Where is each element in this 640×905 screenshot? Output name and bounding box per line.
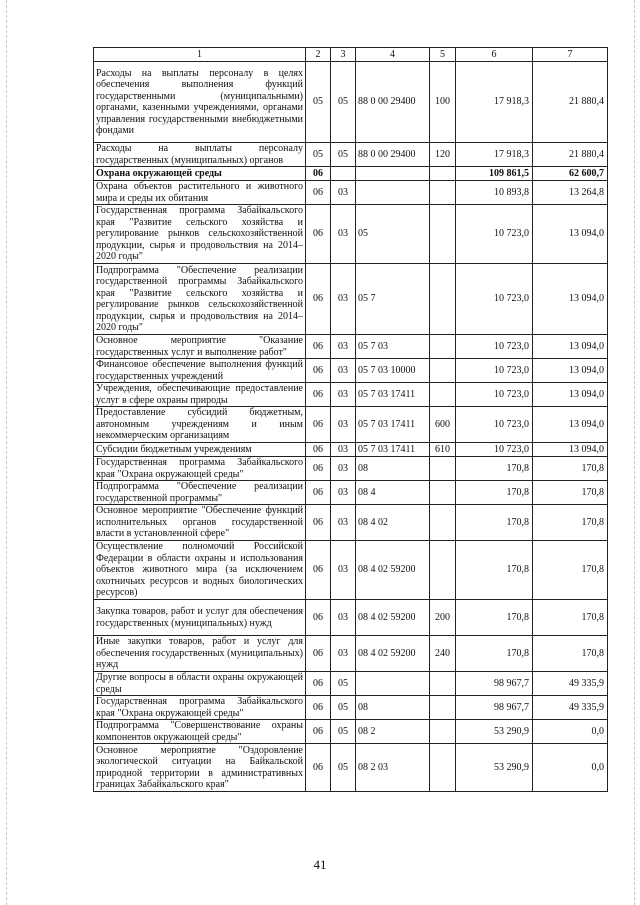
subsection-code-cell: 05: [331, 720, 356, 744]
subsection-code-cell: 03: [331, 636, 356, 672]
expense-type-cell: [430, 696, 456, 720]
amount-year2-cell: 62 600,7: [533, 167, 608, 181]
expense-type-cell: 600: [430, 407, 456, 443]
subsection-code-cell: 05: [331, 62, 356, 143]
table-row: [94, 443, 608, 457]
expense-type-cell: [430, 359, 456, 383]
amount-year1-cell: 170,8: [456, 457, 533, 481]
row-name-cell: Расходы на выплаты персоналу государственных (муниципальных) органов: [94, 143, 306, 167]
table-row: [94, 505, 608, 541]
target-article-cell: 88 0 00 29400: [356, 62, 430, 143]
expense-type-cell: [430, 167, 456, 181]
amount-year1-cell: 17 918,3: [456, 143, 533, 167]
subsection-code-cell: 05: [331, 744, 356, 792]
target-article-cell: 08: [356, 696, 430, 720]
table-row: [94, 481, 608, 505]
subsection-code-cell: 03: [331, 335, 356, 359]
scan-edge-left: [6, 0, 7, 905]
row-name-cell: Основное мероприятие "Оказание государственных услуг и выполнение работ": [94, 335, 306, 359]
table-row: [94, 62, 608, 143]
section-code-cell: 05: [306, 143, 331, 167]
expense-type-cell: [430, 181, 456, 205]
table-row: [94, 744, 608, 792]
amount-year2-cell: 49 335,9: [533, 696, 608, 720]
amount-year1-cell: 170,8: [456, 481, 533, 505]
section-code-cell: 06: [306, 167, 331, 181]
page-number: 41: [313, 857, 327, 872]
row-name-cell: Субсидии бюджетным учреждениям: [94, 443, 306, 457]
subsection-code-cell: 03: [331, 359, 356, 383]
target-article-cell: 05 7 03 17411: [356, 443, 430, 457]
section-code-cell: 06: [306, 443, 331, 457]
section-code-cell: 06: [306, 264, 331, 335]
expense-type-cell: 610: [430, 443, 456, 457]
expense-type-cell: [430, 720, 456, 744]
section-code-cell: 06: [306, 383, 331, 407]
section-code-cell: 06: [306, 696, 331, 720]
row-name-cell: Государственная программа Забайкальского края "Охрана окружающей среды": [94, 696, 306, 720]
header-cell: 6: [456, 48, 533, 62]
table-row: [94, 407, 608, 443]
section-code-cell: 06: [306, 600, 331, 636]
amount-year1-cell: 53 290,9: [456, 720, 533, 744]
target-article-cell: 05 7 03 10000: [356, 359, 430, 383]
amount-year2-cell: 170,8: [533, 600, 608, 636]
amount-year1-cell: 10 723,0: [456, 383, 533, 407]
table-row: [94, 720, 608, 744]
target-article-cell: [356, 672, 430, 696]
row-name-cell: Подпрограмма "Обеспечение реализации государственной программы Забайкальского края "Развитие сельского хозяйства и регулирование рынков сельскохозяйственной продукции, сырья и продовольствия на 2014–2020 годы": [94, 264, 306, 335]
header-cell: 3: [331, 48, 356, 62]
row-name-cell: Охрана объектов растительного и животного мира и среды их обитания: [94, 181, 306, 205]
amount-year2-cell: 170,8: [533, 481, 608, 505]
amount-year2-cell: 170,8: [533, 541, 608, 600]
target-article-cell: 08 4 02 59200: [356, 636, 430, 672]
amount-year2-cell: 170,8: [533, 636, 608, 672]
target-article-cell: 88 0 00 29400: [356, 143, 430, 167]
amount-year2-cell: 0,0: [533, 720, 608, 744]
amount-year1-cell: 170,8: [456, 505, 533, 541]
subsection-code-cell: 05: [331, 696, 356, 720]
target-article-cell: 05 7 03 17411: [356, 383, 430, 407]
target-article-cell: 05: [356, 205, 430, 264]
expense-type-cell: 120: [430, 143, 456, 167]
amount-year2-cell: 13 094,0: [533, 383, 608, 407]
expense-type-cell: [430, 541, 456, 600]
subsection-code-cell: 03: [331, 205, 356, 264]
row-name-cell: Основное мероприятие "Обеспечение функций исполнительных органов государственной власти в установленной сфере": [94, 505, 306, 541]
amount-year1-cell: 53 290,9: [456, 744, 533, 792]
target-article-cell: 08 2: [356, 720, 430, 744]
section-code-cell: 06: [306, 505, 331, 541]
expense-type-cell: [430, 335, 456, 359]
section-code-cell: 06: [306, 744, 331, 792]
target-article-cell: 08 4 02 59200: [356, 600, 430, 636]
amount-year2-cell: 13 094,0: [533, 335, 608, 359]
amount-year1-cell: 17 918,3: [456, 62, 533, 143]
section-code-cell: 06: [306, 720, 331, 744]
row-name-cell: Подпрограмма "Совершенствование охраны компонентов окружающей среды": [94, 720, 306, 744]
amount-year2-cell: 21 880,4: [533, 62, 608, 143]
amount-year1-cell: 170,8: [456, 541, 533, 600]
expense-type-cell: [430, 505, 456, 541]
header-cell: 1: [94, 48, 306, 62]
row-name-cell: Другие вопросы в области охраны окружающей среды: [94, 672, 306, 696]
expense-type-cell: [430, 672, 456, 696]
header-cell: 5: [430, 48, 456, 62]
amount-year1-cell: 170,8: [456, 600, 533, 636]
amount-year1-cell: 109 861,5: [456, 167, 533, 181]
row-name-cell: Предоставление субсидий бюджетным, автономным учреждениям и иным некоммерческим организациям: [94, 407, 306, 443]
scan-edge-right: [634, 0, 635, 905]
table-row: [94, 696, 608, 720]
table-row: [94, 143, 608, 167]
table-row: [94, 457, 608, 481]
amount-year2-cell: 21 880,4: [533, 143, 608, 167]
section-code-cell: 06: [306, 541, 331, 600]
table-row: [94, 383, 608, 407]
section-code-cell: 06: [306, 205, 331, 264]
subsection-code-cell: 03: [331, 541, 356, 600]
budget-table: [93, 47, 608, 792]
target-article-cell: 05 7 03 17411: [356, 407, 430, 443]
amount-year2-cell: 170,8: [533, 505, 608, 541]
target-article-cell: 05 7: [356, 264, 430, 335]
section-code-cell: 06: [306, 335, 331, 359]
header-cell: 2: [306, 48, 331, 62]
table-row: [94, 636, 608, 672]
target-article-cell: [356, 181, 430, 205]
amount-year1-cell: 10 893,8: [456, 181, 533, 205]
row-name-cell: Государственная программа Забайкальского края "Развитие сельского хозяйства и регулирование рынков сельскохозяйственной продукции, сырья и продовольствия на 2014–2020 годы": [94, 205, 306, 264]
expense-type-cell: [430, 457, 456, 481]
section-code-cell: 06: [306, 481, 331, 505]
subsection-code-cell: 03: [331, 407, 356, 443]
table-row: [94, 335, 608, 359]
table-row: [94, 205, 608, 264]
header-cell: 4: [356, 48, 430, 62]
amount-year2-cell: 13 094,0: [533, 264, 608, 335]
expense-type-cell: [430, 383, 456, 407]
amount-year2-cell: 13 264,8: [533, 181, 608, 205]
amount-year1-cell: 10 723,0: [456, 359, 533, 383]
amount-year1-cell: 10 723,0: [456, 335, 533, 359]
target-article-cell: 08: [356, 457, 430, 481]
target-article-cell: 08 2 03: [356, 744, 430, 792]
row-name-cell: Основное мероприятие "Оздоровление экологической ситуации на Байкальской природной территории в административных границах Забайкальского края": [94, 744, 306, 792]
subsection-code-cell: 03: [331, 264, 356, 335]
section-code-cell: 06: [306, 457, 331, 481]
section-code-cell: 06: [306, 672, 331, 696]
target-article-cell: 08 4: [356, 481, 430, 505]
table-row: [94, 181, 608, 205]
subsection-code-cell: 05: [331, 672, 356, 696]
amount-year1-cell: 98 967,7: [456, 696, 533, 720]
section-code-cell: 06: [306, 359, 331, 383]
expense-type-cell: [430, 744, 456, 792]
header-row: [94, 48, 608, 62]
expense-type-cell: [430, 264, 456, 335]
amount-year1-cell: 10 723,0: [456, 407, 533, 443]
amount-year2-cell: 13 094,0: [533, 407, 608, 443]
table-row: [94, 264, 608, 335]
subsection-code-cell: 03: [331, 481, 356, 505]
row-name-cell: Учреждения, обеспечивающие предоставление услуг в сфере охраны природы: [94, 383, 306, 407]
section-code-cell: 05: [306, 62, 331, 143]
row-name-cell: Расходы на выплаты персоналу в целях обеспечения выполнения функций государственными (муниципальными) органами, казенными учреждениями, органами управления государственными внебюджетными фондами: [94, 62, 306, 143]
section-code-cell: 06: [306, 636, 331, 672]
subsection-code-cell: 03: [331, 443, 356, 457]
amount-year2-cell: 13 094,0: [533, 205, 608, 264]
amount-year1-cell: 98 967,7: [456, 672, 533, 696]
table-row: [94, 600, 608, 636]
expense-type-cell: 200: [430, 600, 456, 636]
subsection-code-cell: 05: [331, 143, 356, 167]
subsection-code-cell: 03: [331, 457, 356, 481]
row-name-cell: Закупка товаров, работ и услуг для обеспечения государственных (муниципальных) нужд: [94, 600, 306, 636]
amount-year1-cell: 10 723,0: [456, 443, 533, 457]
amount-year2-cell: 170,8: [533, 457, 608, 481]
amount-year1-cell: 170,8: [456, 636, 533, 672]
target-article-cell: [356, 167, 430, 181]
target-article-cell: 05 7 03: [356, 335, 430, 359]
row-name-cell: Финансовое обеспечение выполнения функций государственных учреждений: [94, 359, 306, 383]
row-name-cell: Осуществление полномочий Российской Федерации в области охраны и использования объектов животного мира (за исключением охотничьих ресурсов и водных биологических ресурсов): [94, 541, 306, 600]
expense-type-cell: [430, 481, 456, 505]
table-row: [94, 541, 608, 600]
subsection-code-cell: 03: [331, 505, 356, 541]
amount-year2-cell: 0,0: [533, 744, 608, 792]
table-row: [94, 672, 608, 696]
subsection-code-cell: 03: [331, 600, 356, 636]
expense-type-cell: 100: [430, 62, 456, 143]
row-name-cell: Государственная программа Забайкальского края "Охрана окружающей среды": [94, 457, 306, 481]
row-name-cell: Подпрограмма "Обеспечение реализации государственной программы": [94, 481, 306, 505]
amount-year2-cell: 13 094,0: [533, 443, 608, 457]
table-row: [94, 359, 608, 383]
table-row: [94, 167, 608, 181]
section-code-cell: 06: [306, 181, 331, 205]
subsection-code-cell: [331, 167, 356, 181]
row-name-cell: Охрана окружающей среды: [94, 167, 306, 181]
section-code-cell: 06: [306, 407, 331, 443]
row-name-cell: Иные закупки товаров, работ и услуг для обеспечения государственных (муниципальных) нужд: [94, 636, 306, 672]
expense-type-cell: 240: [430, 636, 456, 672]
target-article-cell: 08 4 02 59200: [356, 541, 430, 600]
amount-year1-cell: 10 723,0: [456, 205, 533, 264]
amount-year2-cell: 13 094,0: [533, 359, 608, 383]
target-article-cell: 08 4 02: [356, 505, 430, 541]
amount-year1-cell: 10 723,0: [456, 264, 533, 335]
header-cell: 7: [533, 48, 608, 62]
subsection-code-cell: 03: [331, 181, 356, 205]
subsection-code-cell: 03: [331, 383, 356, 407]
amount-year2-cell: 49 335,9: [533, 672, 608, 696]
expense-type-cell: [430, 205, 456, 264]
